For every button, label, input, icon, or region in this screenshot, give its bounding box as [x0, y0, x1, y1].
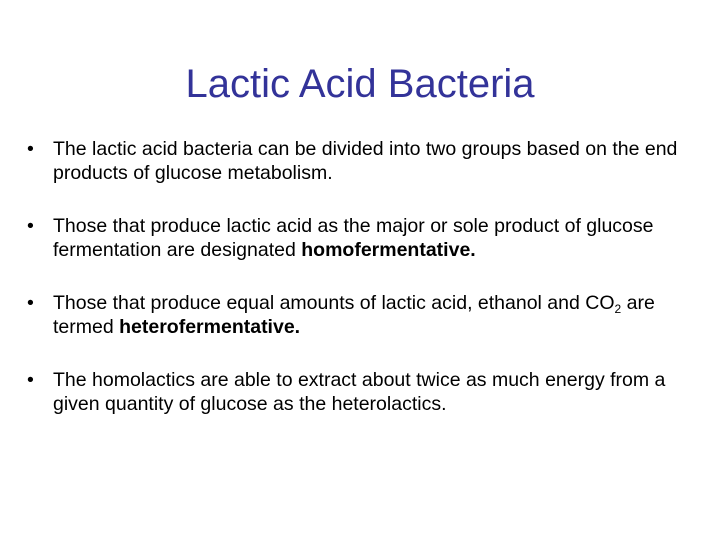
- bullet-item-1: [27, 137, 697, 185]
- bullet-icon: •: [27, 215, 34, 237]
- bullet-item-3: [27, 291, 697, 339]
- bullet-item-4: [27, 368, 697, 416]
- bullet-text: Those that produce equal amounts of lactic acid, ethanol and CO: [53, 292, 615, 314]
- subscript: 2: [614, 302, 622, 316]
- bullet-bold-term: homofermentative.: [301, 239, 476, 261]
- bullet-text-after: are termed: [53, 292, 655, 338]
- bullet-item-2: [27, 214, 697, 262]
- bullet-icon: •: [27, 138, 34, 160]
- bullet-icon: •: [27, 369, 34, 391]
- bullet-text: The lactic acid bacteria can be divided into two groups based on the end products of glucose metabolism.: [53, 138, 678, 184]
- bullet-icon: •: [27, 292, 34, 314]
- slide-title: Lactic Acid Bacteria: [185, 62, 535, 106]
- bullet-text: Those that produce lactic acid as the major or sole product of glucose fermentation are designated: [53, 215, 654, 261]
- bullet-text: The homolactics are able to extract about twice as much energy from a given quantity of glucose as the heterolactics.: [53, 369, 666, 415]
- bullet-bold-term: heterofermentative.: [119, 316, 301, 338]
- bullet-list: [27, 137, 697, 445]
